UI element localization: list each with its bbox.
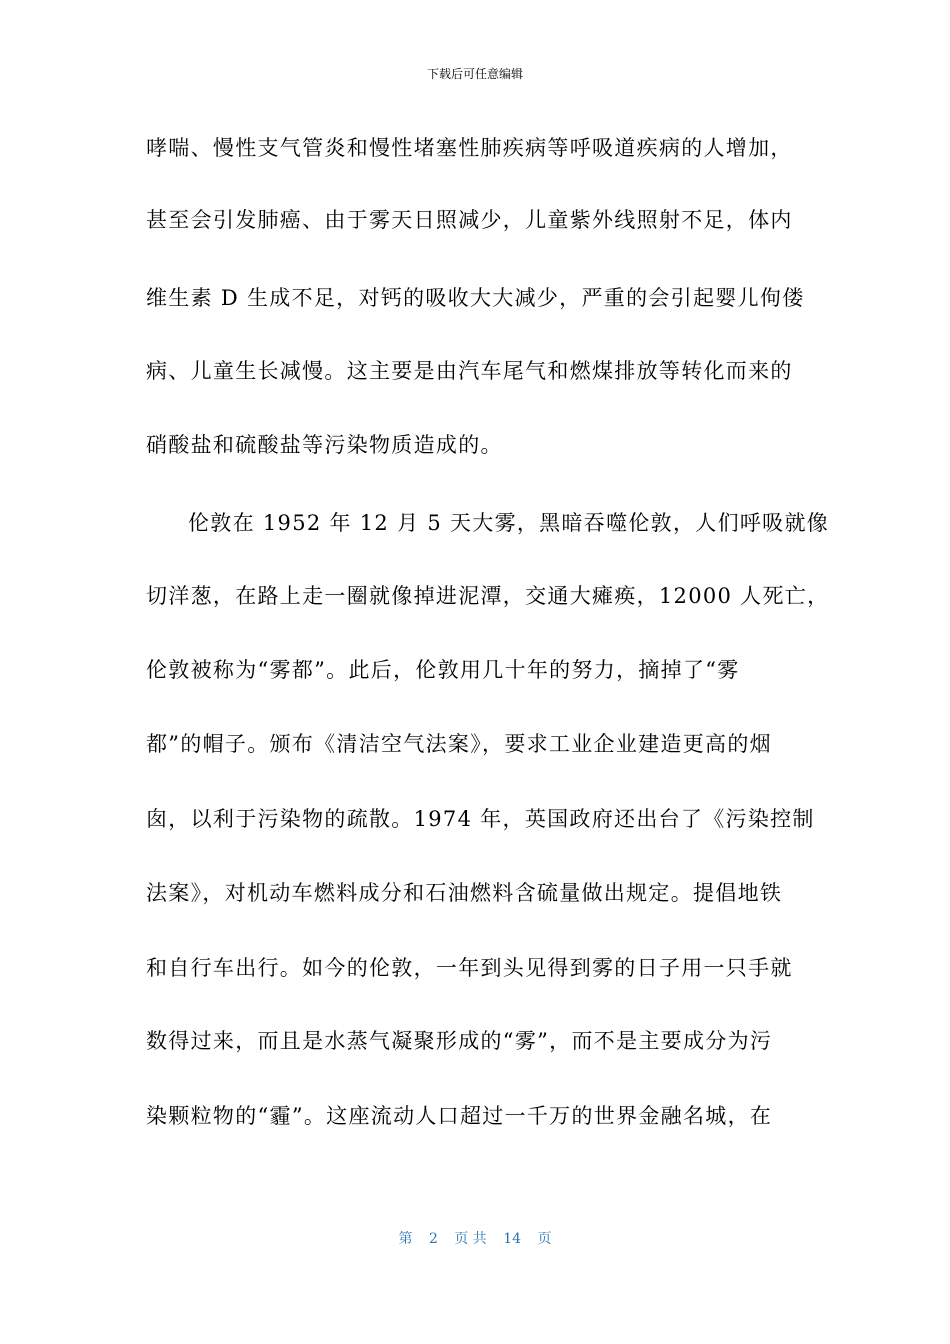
footer-prefix: 第	[398, 1231, 413, 1247]
text-line: 切洋葱，在路上走一圈就像掉进泥潭，交通大瘫痪，12000 人死亡，	[146, 584, 830, 608]
text-line: 数得过来，而且是水蒸气凝聚形成的“雾”，而不是主要成分为污	[146, 1029, 773, 1053]
text-line: 甚至会引发肺癌、由于雾天日照减少，儿童紫外线照射不足，体内	[146, 208, 793, 232]
text-line: 哮喘、慢性支气管炎和慢性堵塞性肺疾病等呼吸道疾病的人增加，	[146, 136, 793, 160]
page-footer	[0, 1230, 950, 1248]
footer-page-number: 2	[428, 1231, 438, 1247]
text-line: 硝酸盐和硫酸盐等污染物质造成的。	[146, 433, 503, 457]
footer-total-pages: 14	[503, 1231, 522, 1247]
text-line: 和自行车出行。如今的伦敦，一年到头见得到雾的日子用一只手就	[146, 956, 793, 980]
text-line: 维生素 D 生成不足，对钙的吸收大大减少，严重的会引起婴儿佝偻	[146, 286, 805, 310]
text-line: 伦敦被称为“雾都”。此后，伦敦用几十年的努力，摘掉了“雾	[146, 658, 740, 682]
text-line: 囱，以利于污染物的疏散。1974 年，英国政府还出台了《污染控制	[146, 807, 815, 831]
page-header: 下载后可任意编辑	[426, 67, 523, 81]
footer-middle: 页 共	[454, 1231, 487, 1247]
text-line: 病、儿童生长减慢。这主要是由汽车尾气和燃煤排放等转化而来的	[146, 359, 793, 383]
footer-suffix: 页	[537, 1231, 552, 1247]
text-line: 法案》，对机动车燃料成分和石油燃料含硫量做出规定。提倡地铁	[146, 881, 783, 905]
text-line: 伦敦在 1952 年 12 月 5 天大雾，黑暗吞噬伦敦，人们呼吸就像	[188, 511, 830, 535]
text-line: 都”的帽子。颁布《清洁空气法案》，要求工业企业建造更高的烟	[146, 732, 772, 756]
text-line: 染颗粒物的“霾”。这座流动人口超过一千万的世界金融名城，在	[146, 1104, 773, 1128]
